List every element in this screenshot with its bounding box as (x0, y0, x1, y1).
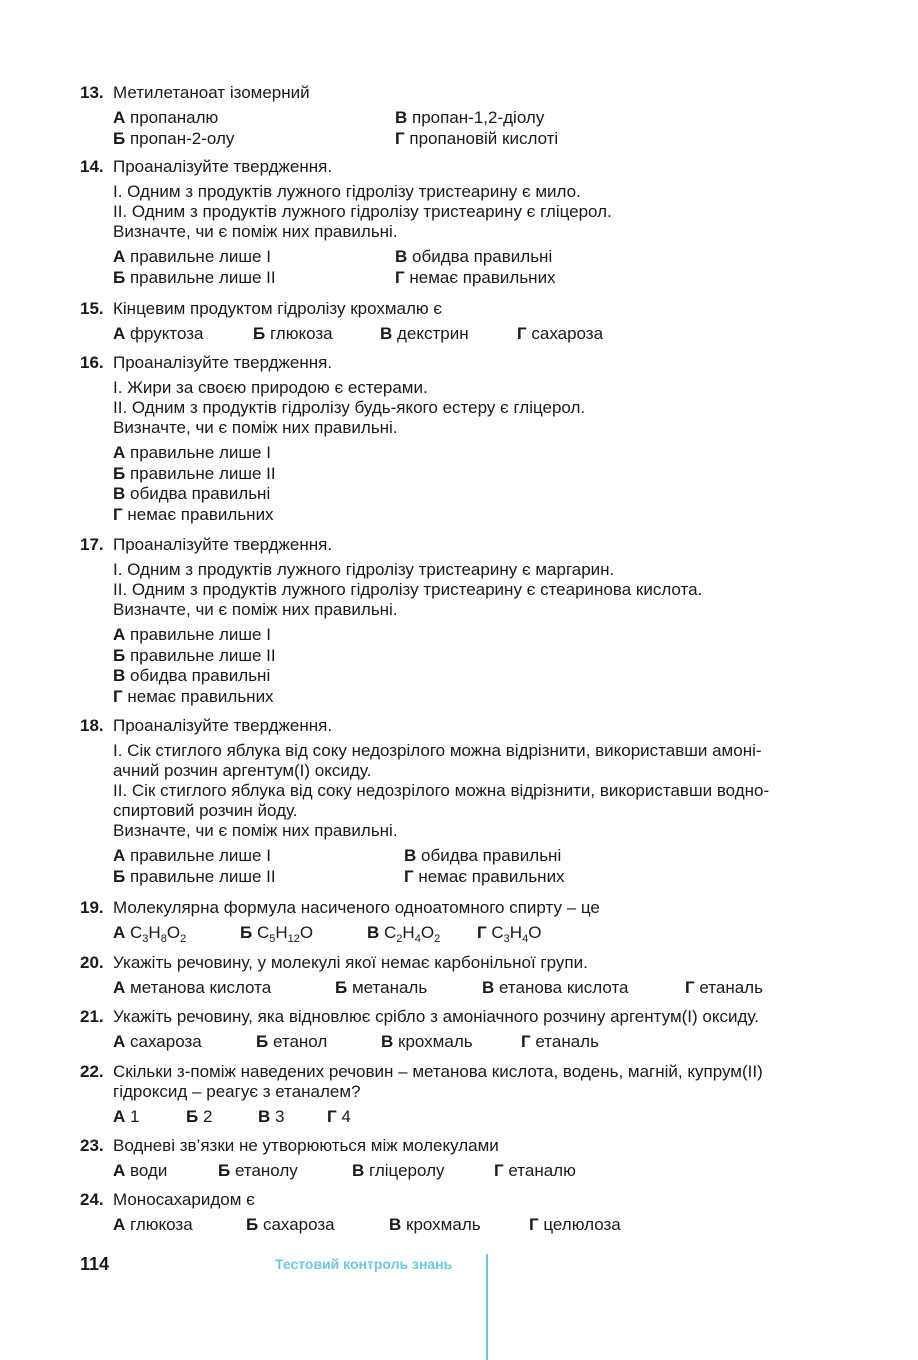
question-21 (80, 1007, 860, 1053)
answer-options (80, 247, 860, 288)
option-b: Б метаналь (335, 978, 428, 997)
option-b: Б глюкоза (253, 324, 333, 343)
statement-2: II. Одним з продуктів лужного гідролізу тристеарину є стеаринова кислота. (113, 580, 703, 599)
question-text: Водневі зв’язки не утворюються між молекулами (113, 1136, 499, 1155)
option-g: Г немає правильних (113, 504, 274, 524)
option-v: В пропан-1,2-діолу (395, 108, 545, 127)
statement-2: II. Сік стиглого яблука від соку недозрілого можна відрізнити, використавши водно- (113, 781, 770, 800)
question-number: 20. (80, 953, 104, 972)
option-g: Г целюлоза (529, 1215, 621, 1234)
option-a: А метанова кислота (113, 978, 272, 997)
question-18 (80, 716, 860, 887)
formula: $C_5H_{12}O$ (256, 923, 314, 945)
question-24 (80, 1190, 860, 1236)
option-g: Г $C_3H_4O$ (477, 923, 542, 945)
option-g: Г немає правильних (395, 267, 556, 287)
option-b: Б $C_5H_{12}O$ (240, 923, 314, 945)
option-a: А правильне лише I (113, 625, 271, 644)
option-v: В обидва правильні (404, 846, 562, 865)
question-text: Проаналізуйте твердження. (113, 353, 333, 372)
answer-options (80, 1107, 860, 1128)
statement-1: I. Одним з продуктів лужного гідролізу тристеарину є маргарин. (113, 560, 615, 579)
instruction: Визначте, чи є поміж них правильні. (113, 821, 398, 840)
option-b: Б 2 (186, 1107, 213, 1126)
option-v: В обидва правильні (113, 484, 271, 503)
option-v: В крохмаль (389, 1215, 481, 1234)
answer-options (80, 978, 860, 999)
option-a: А $C_3H_8O_2$ (113, 923, 187, 945)
option-g: Г етаналь (521, 1032, 599, 1051)
option-v: В етанова кислота (482, 978, 629, 997)
option-b: Б правильне лише II (113, 267, 276, 287)
question-23 (80, 1136, 860, 1182)
option-b: Б правильне лише II (113, 463, 276, 483)
question-number: 24. (80, 1190, 104, 1209)
option-g: Г сахароза (517, 324, 604, 343)
option-v: В крохмаль (381, 1032, 473, 1051)
answer-options (80, 108, 860, 149)
question-text: Укажіть речовину, яка відновлює срібло з амоніачного розчину аргентум(I) оксиду. (113, 1007, 759, 1026)
formula: $C_3H_8O_2$ (130, 923, 187, 945)
statement-1: I. Одним з продуктів лужного гідролізу тристеарину є мило. (113, 182, 581, 201)
question-text: Проаналізуйте твердження. (113, 716, 333, 735)
question-text: Моносахаридом є (113, 1190, 255, 1209)
question-19 (80, 898, 860, 944)
option-v: В гліцеролу (352, 1161, 445, 1180)
statement-1: I. Сік стиглого яблука від соку недозрілого можна відрізнити, використавши амоні- (113, 741, 762, 760)
formula: $C_3H_4O$ (491, 923, 542, 945)
question-number: 15. (80, 299, 104, 318)
option-g: Г 4 (327, 1107, 351, 1126)
question-text: Укажіть речовину, у молекулі якої немає карбонільної групи. (113, 953, 588, 972)
option-g: Г немає правильних (404, 866, 565, 886)
statement-2: II. Одним з продуктів лужного гідролізу тристеарину є гліцерол. (113, 202, 612, 221)
option-v: В обидва правильні (113, 666, 271, 685)
question-number: 17. (80, 535, 104, 554)
answer-options (80, 1032, 860, 1053)
option-b: Б сахароза (246, 1215, 335, 1234)
instruction: Визначте, чи є поміж них правильні. (113, 600, 398, 619)
option-b: Б правильне лише II (113, 645, 276, 665)
question-text: Молекулярна формула насиченого одноатомного спирту – це (113, 898, 600, 917)
option-g: Г пропановій кислоті (395, 128, 559, 148)
question-number: 16. (80, 353, 104, 372)
answer-options (80, 1215, 860, 1236)
option-a: А 1 (113, 1107, 140, 1126)
section-title: Тестовий контроль знань (275, 1256, 453, 1272)
option-b: Б етанолу (218, 1161, 298, 1180)
question-14 (80, 157, 860, 288)
option-a: А води (113, 1161, 168, 1180)
question-number: 23. (80, 1136, 104, 1155)
option-v: В 3 (258, 1107, 285, 1126)
instruction: Визначте, чи є поміж них правильні. (113, 222, 398, 241)
option-a: А сахароза (113, 1032, 202, 1051)
question-text: Проаналізуйте твердження. (113, 157, 333, 176)
answer-options (80, 324, 860, 345)
answer-options (80, 923, 860, 944)
option-a: А пропаналю (113, 108, 219, 127)
option-v: В $C_2H_4O_2$ (367, 923, 441, 945)
answer-options (80, 625, 860, 707)
statement-2-cont: спиртовий розчин йоду. (113, 801, 298, 820)
question-text-cont: гідроксид – реагує з етаналем? (113, 1082, 361, 1101)
question-text: Кінцевим продуктом гідролізу крохмалю є (113, 299, 443, 318)
question-number: 14. (80, 157, 104, 176)
instruction: Визначте, чи є поміж них правильні. (113, 418, 398, 437)
question-number: 21. (80, 1007, 104, 1026)
question-22 (80, 1062, 860, 1128)
footer-divider (486, 1254, 488, 1360)
statement-1: I. Жири за своєю природою є естерами. (113, 378, 428, 397)
question-13 (80, 83, 860, 149)
option-a: А глюкоза (113, 1215, 193, 1234)
question-number: 18. (80, 716, 104, 735)
question-number: 22. (80, 1062, 104, 1081)
option-g: Г немає правильних (113, 686, 274, 706)
option-b: Б пропан-2-олу (113, 128, 235, 148)
question-text: Метилетаноат ізомерний (113, 83, 310, 102)
option-v: В декстрин (380, 324, 469, 343)
option-v: В обидва правильні (395, 247, 553, 266)
statement-2: II. Одним з продуктів гідролізу будь-якого естеру є гліцерол. (113, 398, 586, 417)
option-g: Г етаналь (685, 978, 763, 997)
option-a: А правильне лише I (113, 846, 271, 865)
question-20 (80, 953, 860, 999)
question-17 (80, 535, 860, 707)
question-16 (80, 353, 860, 525)
answer-options (80, 1161, 860, 1182)
option-a: А правильне лише I (113, 443, 271, 462)
question-number: 19. (80, 898, 104, 917)
statement-1-cont: ачний розчин аргентум(I) оксиду. (113, 761, 372, 780)
question-number: 13. (80, 83, 104, 102)
question-text: Проаналізуйте твердження. (113, 535, 333, 554)
option-g: Г етаналю (494, 1161, 576, 1180)
question-15 (80, 299, 860, 345)
answer-options (80, 846, 860, 887)
question-text: Скільки з-поміж наведених речовин – метанова кислота, водень, магній, купрум(II) (113, 1062, 763, 1081)
page-number: 114 (80, 1254, 110, 1274)
option-a: А правильне лише I (113, 247, 271, 266)
option-b: Б правильне лише II (113, 866, 276, 886)
option-a: А фруктоза (113, 324, 204, 343)
option-b: Б етанол (256, 1032, 328, 1051)
answer-options (80, 443, 860, 525)
formula: $C_2H_4O_2$ (384, 923, 441, 945)
